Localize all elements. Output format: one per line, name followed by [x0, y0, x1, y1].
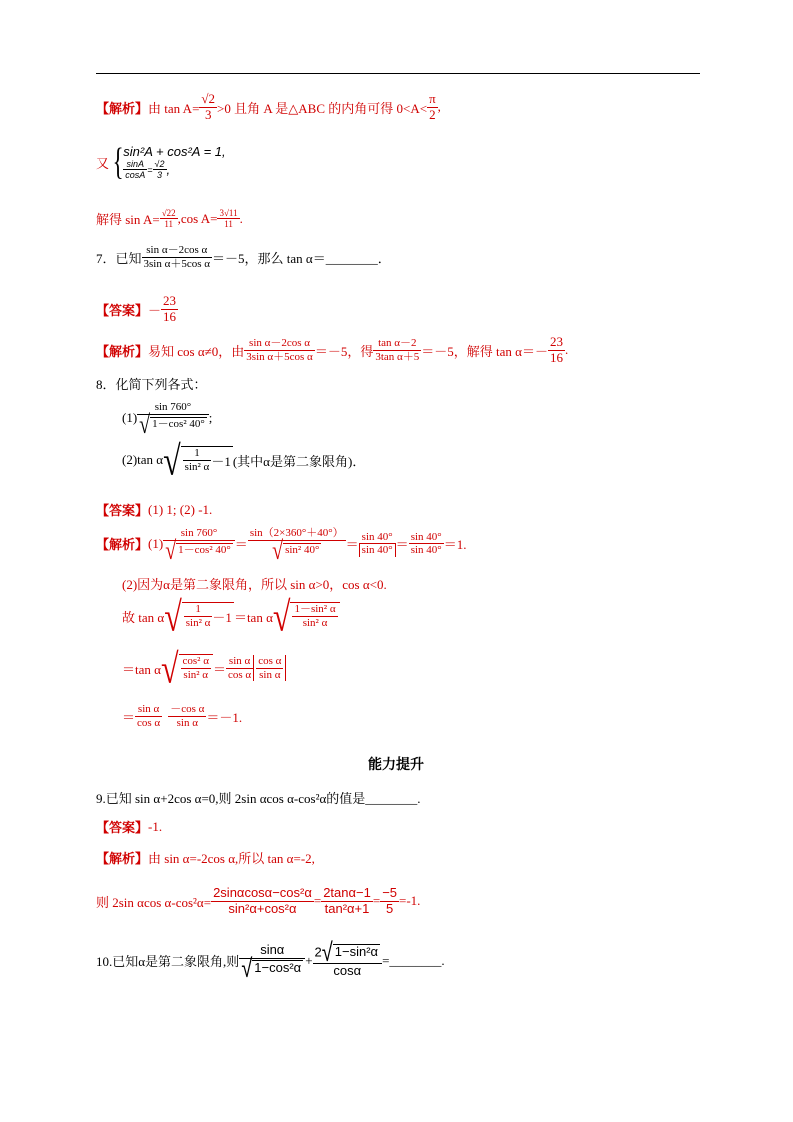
- p6-line1: 【解析】 由 tan A= $\frac{√2}{3}$ >0 且角 A 是△ABC 的内角可得 0<A< $\frac{\pi}{2}$ ,: [96, 91, 441, 122]
- q9-solution-2: 则 2sin αcos α-cos²α= $\frac{\text{2sinαcosα−cos²α}}{\text{sin²α+cos²α}}$ = $\frac{2\tan\alpha-1}{\text{tan²α+1}}$ = $\frac{-5}{5}$ =-1.: [96, 885, 421, 916]
- frac: $\frac{\pi}{2}$: [429, 91, 436, 122]
- q8-answer: 【答案】 (1) 1; (2) -1.: [96, 501, 213, 518]
- frac: $\frac{√2}{3}$: [201, 91, 216, 122]
- q7-question: 7．已知 $\frac{\text{sin α－2cos α}}{\text{3sin α＋5cos α}}$ ＝－5，那么 tan α＝________．: [96, 244, 391, 270]
- p6-system: 又 { sin²A + cos²A = 1, $\frac{\sin A}{\cos A}$ = $\frac{√2}{3}$ ,: [96, 141, 226, 183]
- q9-solution-1: 【解析】 由 sin α=-2cos α,所以 tan α=-2,: [96, 851, 315, 866]
- q9-question: 9.已知 sin α+2cos α=0,则 2sin αcos α-cos²α的值是________.: [96, 791, 421, 806]
- q8-solution-3: 故 tan α √ $\frac{1}{\text{sin² α}}$ －1 ＝tan α √ $\frac{\text{1－sin² α}}{\text{sin² α}}$: [122, 600, 340, 632]
- q7-answer: 【答案】 － $\frac{23}{16}$: [96, 293, 177, 324]
- section-title: 能力提升: [368, 758, 424, 773]
- q8-title: 8．化简下列各式：: [96, 377, 207, 392]
- q8-part1: (1) $\frac{\sin 760^\circ}{\text{√ 1－cos² 40°}}$ ;: [122, 401, 213, 439]
- brace: {: [112, 141, 124, 183]
- q10-question: 10.已知α是第二象限角,则 $\frac{\sin\alpha}{\text{√ 1−cos²α}}$ + $\frac{\text{2√ 1−sin²α}}{\cos\alpha}$ =________.: [96, 938, 445, 984]
- p6-line3: 解得 sin A= $\frac{√22}{11}$ ,cos A= $\frac{3√11}{11}$ .: [96, 208, 243, 230]
- q8-solution-2: (2)因为α是第二象限角，所以 sin α>0，cos α<0.: [122, 577, 387, 592]
- q7-solution: 【解析】 易知 cos α≠0，由 $\frac{\text{sin α－2cos α}}{\text{3sin α＋5cos α}}$ ＝－5，得 $\frac{\text{tan α－2}}{\text{3tan α＋5}}$ ＝－5，解得 tan α＝－ $\frac{23}{16}$ .: [96, 334, 569, 365]
- q8-solution-5: ＝ $\frac{\text{sin α}}{\text{cos α}}$ $\frac{\text{－cos α}}{\text{sin α}}$ ＝－1.: [122, 703, 243, 729]
- header-rule: [96, 73, 700, 74]
- q8-solution-4: ＝tan α √ $\frac{\text{cos² α}}{\text{sin² α}}$ ＝ $\frac{\text{sin α}}{\text{cos α}}$ $\frac{\text{cos α}}{\text{sin α}}$: [122, 652, 286, 684]
- q9-answer: 【答案】 -1.: [96, 818, 163, 835]
- q8-solution-1: 【解析】 (1) $\frac{\sin 760^\circ}{\text{√ 1－cos² 40°}}$ ＝ $\frac{\sin(2\times 360^\circ+40^\circ)}{\text{√ sin² 40°}}$ ＝ $\frac{\sin 40^\circ}{\sin 40^\circ}$ ＝ $\frac{\sin 40^\circ}{\sin 40^\circ}$ ＝1.: [96, 527, 467, 565]
- q8-part2: (2)tan α √ $\frac{1}{\text{sin² α}}$ －1 (其中α是第二象限角)．: [122, 436, 366, 484]
- jiexi-tag: 【解析】: [96, 100, 149, 116]
